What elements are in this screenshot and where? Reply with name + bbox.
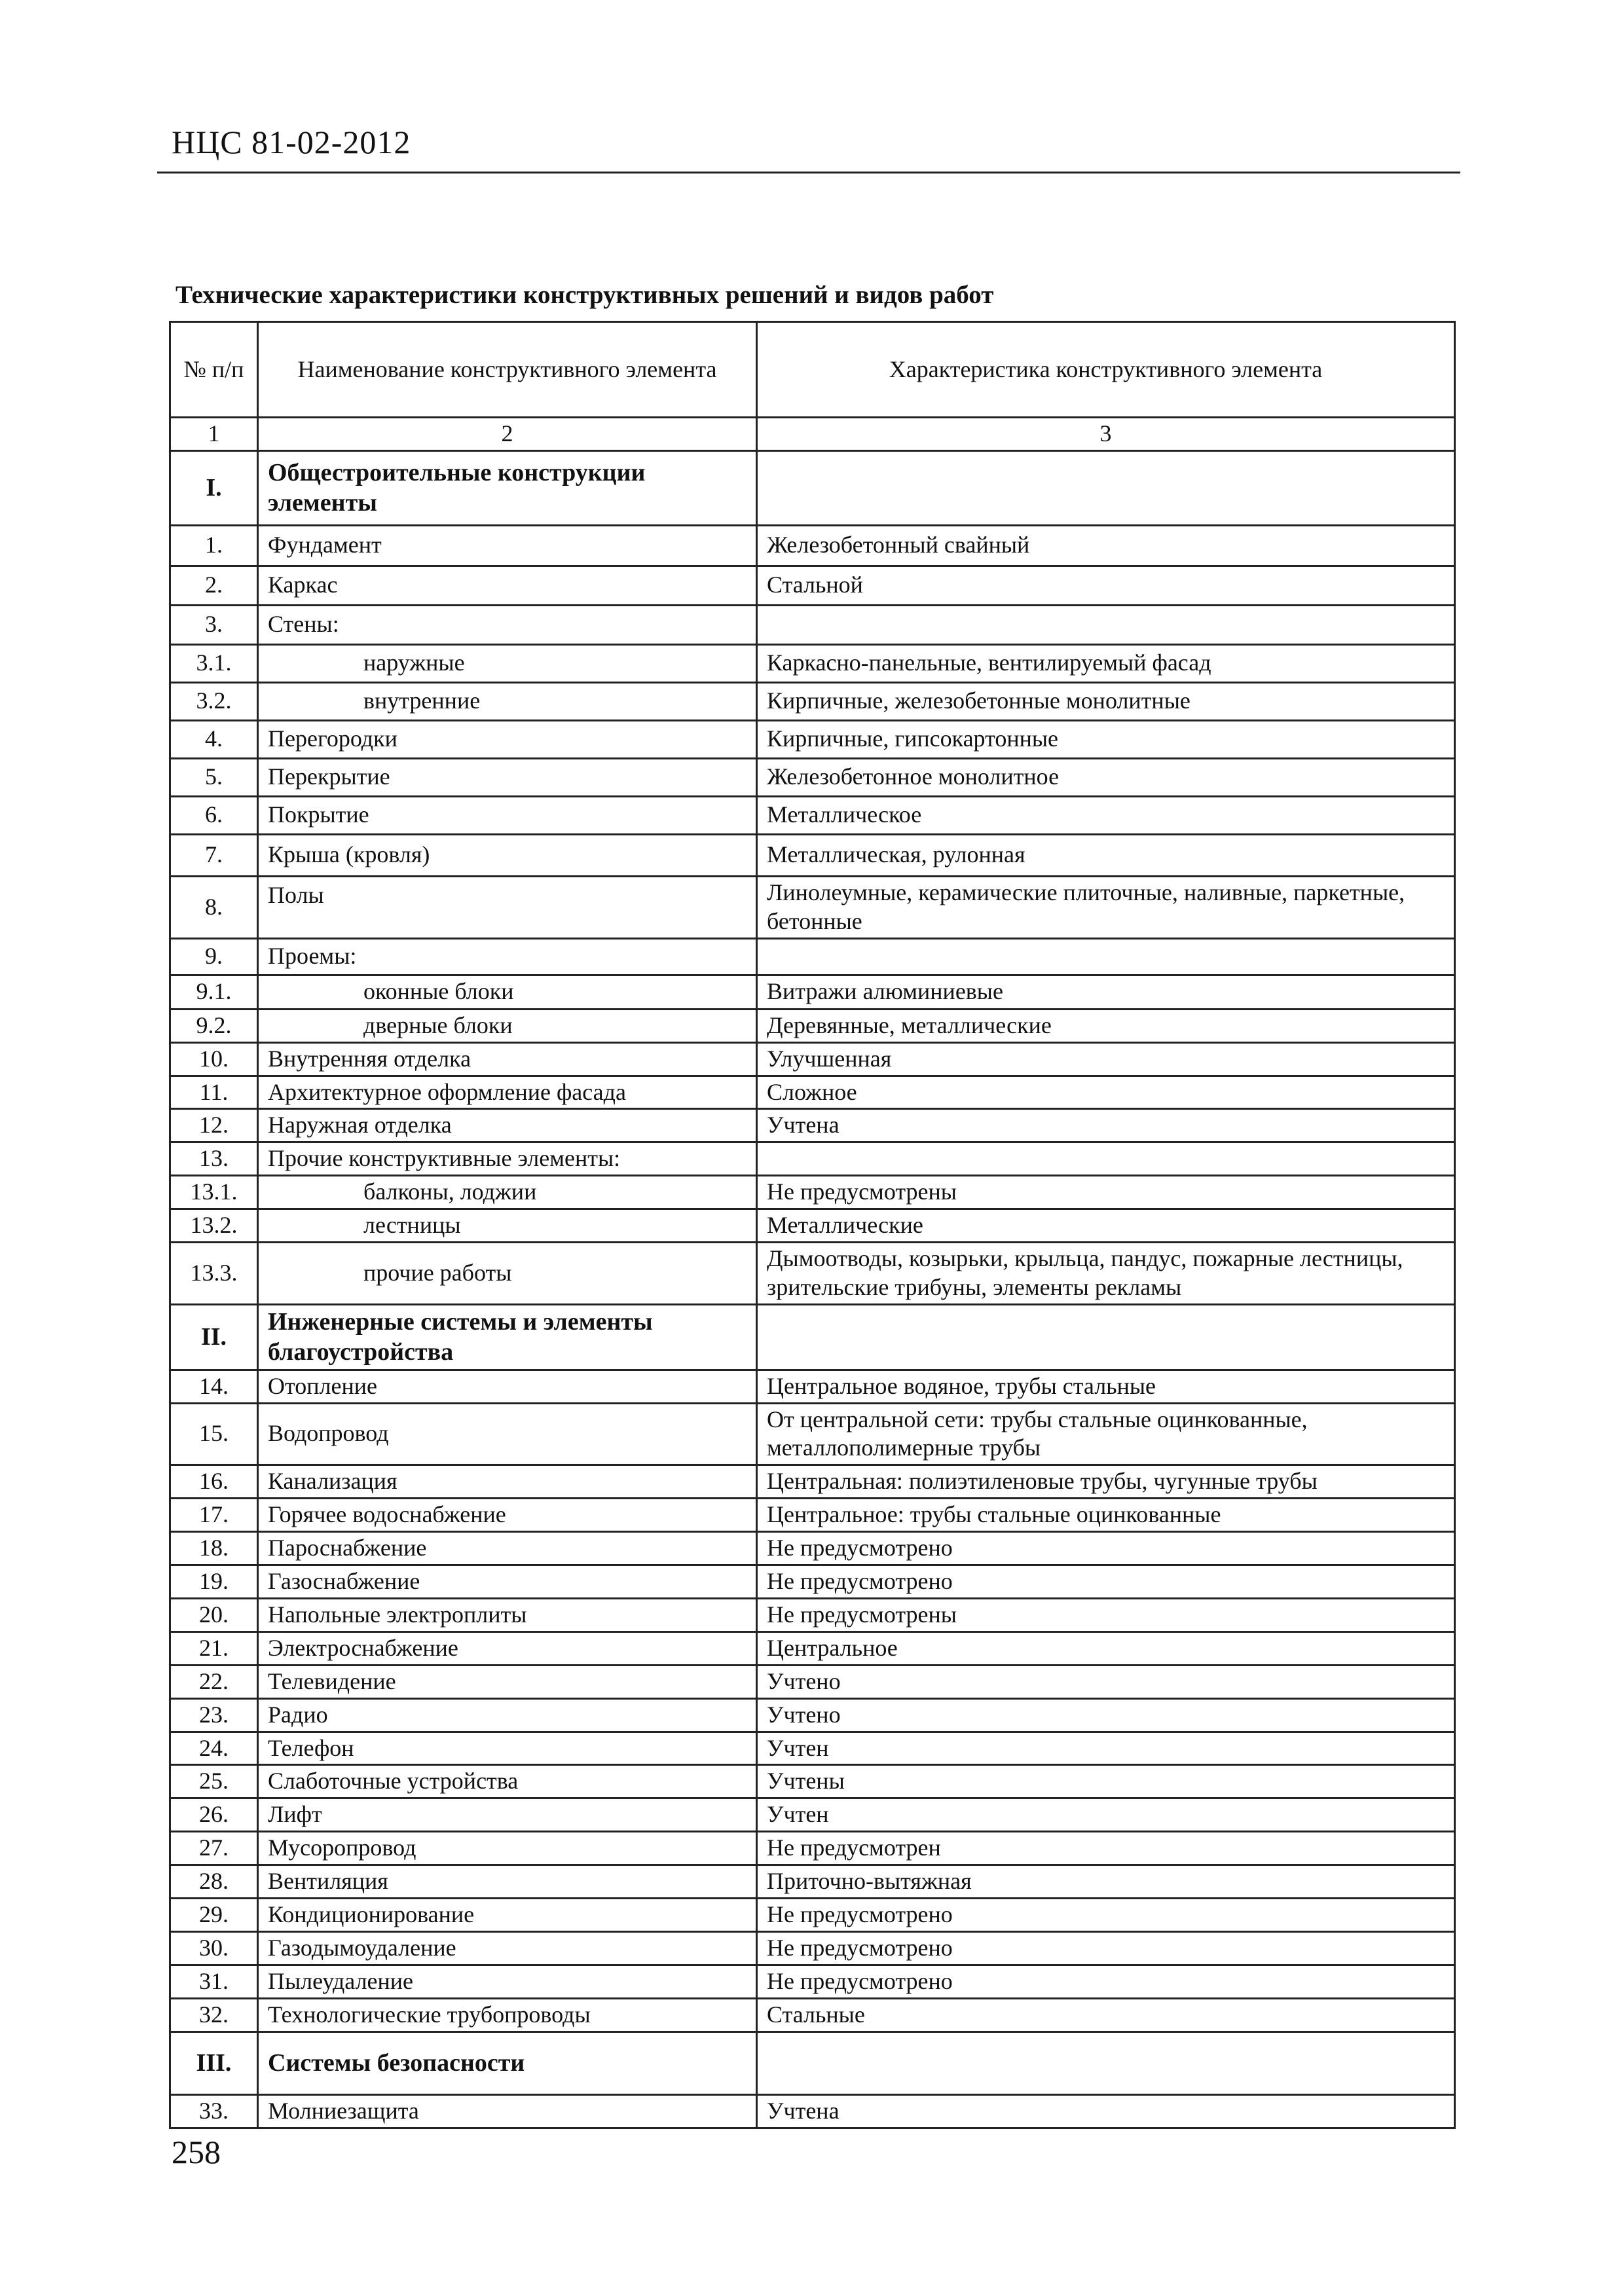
specification-table-body bbox=[170, 322, 1455, 2128]
row-element-name: Инженерные системы и элементы благоустройства bbox=[258, 1304, 757, 1370]
row-number: 3.2. bbox=[170, 682, 258, 720]
table-row bbox=[170, 1403, 1455, 1465]
row-characteristic: Центральное водяное, трубы стальные bbox=[757, 1370, 1455, 1403]
row-number: 7. bbox=[170, 834, 258, 876]
table-row bbox=[170, 1076, 1455, 1109]
row-characteristic: Учтена bbox=[757, 1109, 1455, 1142]
row-characteristic: Не предусмотрено bbox=[757, 1932, 1455, 1965]
row-characteristic: Центральная: полиэтиленовые трубы, чугунные трубы bbox=[757, 1465, 1455, 1499]
row-number: 22. bbox=[170, 1665, 258, 1698]
row-number: 29. bbox=[170, 1899, 258, 1932]
row-element-name: Общестроительные конструкции элементы bbox=[258, 450, 757, 525]
page-number: 258 bbox=[172, 2134, 221, 2170]
table-row bbox=[170, 975, 1455, 1009]
row-number: 30. bbox=[170, 1932, 258, 1965]
row-element-name: Напольные электроплиты bbox=[258, 1598, 757, 1631]
row-characteristic: Учтен bbox=[757, 1798, 1455, 1832]
table-row bbox=[170, 1798, 1455, 1832]
row-number: 26. bbox=[170, 1798, 258, 1832]
row-element-name: Технологические трубопроводы bbox=[258, 1998, 757, 2032]
table-row bbox=[170, 1532, 1455, 1565]
row-characteristic: Линолеумные, керамические плиточные, наливные, паркетные, бетонные bbox=[757, 876, 1455, 938]
row-element-name: Фундамент bbox=[258, 525, 757, 566]
row-characteristic: Стальные bbox=[757, 1998, 1455, 2032]
table-row bbox=[170, 605, 1455, 644]
section-row bbox=[170, 1304, 1455, 1370]
row-number: 5. bbox=[170, 758, 258, 796]
row-number: 25. bbox=[170, 1765, 258, 1798]
row-number: 10. bbox=[170, 1042, 258, 1076]
header-characteristic: Характеристика конструктивного элемента bbox=[757, 322, 1455, 418]
row-number: 12. bbox=[170, 1109, 258, 1142]
row-characteristic: Металлические bbox=[757, 1209, 1455, 1243]
table-row bbox=[170, 1176, 1455, 1209]
table-row bbox=[170, 1765, 1455, 1798]
row-number: 8. bbox=[170, 876, 258, 938]
table-row bbox=[170, 1698, 1455, 1732]
row-characteristic: Центральное: трубы стальные оцинкованные bbox=[757, 1499, 1455, 1532]
section-row bbox=[170, 2032, 1455, 2094]
row-number: 3. bbox=[170, 605, 258, 644]
row-element-name: Лифт bbox=[258, 1798, 757, 1832]
row-element-name: Горячее водоснабжение bbox=[258, 1499, 757, 1532]
table-row bbox=[170, 758, 1455, 796]
row-element-name: Телефон bbox=[258, 1732, 757, 1765]
row-characteristic: От центральной сети: трубы стальные оцинкованные, металлополимерные трубы bbox=[757, 1403, 1455, 1465]
row-characteristic: Деревянные, металлические bbox=[757, 1009, 1455, 1042]
row-number: 20. bbox=[170, 1598, 258, 1631]
row-element-name: наружные bbox=[258, 644, 757, 682]
column-number-2: 2 bbox=[258, 418, 757, 451]
row-element-name: Проемы: bbox=[258, 938, 757, 975]
row-number: 16. bbox=[170, 1465, 258, 1499]
column-number-1: 1 bbox=[170, 418, 258, 451]
row-characteristic: Учтено bbox=[757, 1665, 1455, 1698]
table-row bbox=[170, 1598, 1455, 1631]
table-row bbox=[170, 1932, 1455, 1965]
row-characteristic: Металлическое bbox=[757, 796, 1455, 834]
row-number: 27. bbox=[170, 1832, 258, 1865]
row-number: 4. bbox=[170, 720, 258, 758]
table-row bbox=[170, 876, 1455, 938]
row-number: 31. bbox=[170, 1965, 258, 1998]
row-characteristic: Не предусмотрены bbox=[757, 1176, 1455, 1209]
table-row bbox=[170, 682, 1455, 720]
column-number-row bbox=[170, 418, 1455, 451]
row-characteristic: Кирпичные, железобетонные монолитные bbox=[757, 682, 1455, 720]
row-element-name: Архитектурное оформление фасада bbox=[258, 1076, 757, 1109]
row-element-name: балконы, лоджии bbox=[258, 1176, 757, 1209]
row-number: 13. bbox=[170, 1142, 258, 1176]
table-row bbox=[170, 1865, 1455, 1899]
table-row bbox=[170, 1465, 1455, 1499]
header-num: № п/п bbox=[170, 322, 258, 418]
table-row bbox=[170, 938, 1455, 975]
row-number: 18. bbox=[170, 1532, 258, 1565]
row-number: 14. bbox=[170, 1370, 258, 1403]
column-number-3: 3 bbox=[757, 418, 1455, 451]
table-row bbox=[170, 1499, 1455, 1532]
row-number: III. bbox=[170, 2032, 258, 2094]
row-number: II. bbox=[170, 1304, 258, 1370]
row-element-name: лестницы bbox=[258, 1209, 757, 1243]
row-number: 9.2. bbox=[170, 1009, 258, 1042]
table-row bbox=[170, 1243, 1455, 1305]
row-characteristic: Не предусмотрено bbox=[757, 1899, 1455, 1932]
row-element-name: Радио bbox=[258, 1698, 757, 1732]
row-element-name: Электроснабжение bbox=[258, 1631, 757, 1665]
row-element-name: Отопление bbox=[258, 1370, 757, 1403]
row-element-name: Прочие конструктивные элементы: bbox=[258, 1142, 757, 1176]
row-element-name: Пароснабжение bbox=[258, 1532, 757, 1565]
row-number: I. bbox=[170, 450, 258, 525]
row-number: 17. bbox=[170, 1499, 258, 1532]
row-number: 2. bbox=[170, 566, 258, 605]
table-row bbox=[170, 1998, 1455, 2032]
row-element-name: Стены: bbox=[258, 605, 757, 644]
table-row bbox=[170, 796, 1455, 834]
row-characteristic: Приточно-вытяжная bbox=[757, 1865, 1455, 1899]
row-element-name: Крыша (кровля) bbox=[258, 834, 757, 876]
row-characteristic: Каркасно-панельные, вентилируемый фасад bbox=[757, 644, 1455, 682]
table-row bbox=[170, 1832, 1455, 1865]
row-number: 13.3. bbox=[170, 1243, 258, 1305]
row-number: 1. bbox=[170, 525, 258, 566]
row-element-name: дверные блоки bbox=[258, 1009, 757, 1042]
row-element-name: прочие работы bbox=[258, 1243, 757, 1305]
table-row bbox=[170, 1142, 1455, 1176]
row-characteristic: Не предусмотрено bbox=[757, 1965, 1455, 1998]
row-number: 11. bbox=[170, 1076, 258, 1109]
row-element-name: Кондиционирование bbox=[258, 1899, 757, 1932]
row-characteristic: Металлическая, рулонная bbox=[757, 834, 1455, 876]
row-element-name: Вентиляция bbox=[258, 1865, 757, 1899]
row-element-name: оконные блоки bbox=[258, 975, 757, 1009]
row-characteristic: Улучшенная bbox=[757, 1042, 1455, 1076]
row-characteristic: Стальной bbox=[757, 566, 1455, 605]
row-element-name: Канализация bbox=[258, 1465, 757, 1499]
table-row bbox=[170, 1965, 1455, 1998]
row-characteristic bbox=[757, 450, 1455, 525]
table-row bbox=[170, 2094, 1455, 2128]
row-characteristic: Учтены bbox=[757, 1765, 1455, 1798]
row-element-name: Покрытие bbox=[258, 796, 757, 834]
table-row bbox=[170, 1370, 1455, 1403]
row-characteristic bbox=[757, 605, 1455, 644]
row-characteristic: Не предусмотрено bbox=[757, 1565, 1455, 1599]
document-code: НЦС 81-02-2012 bbox=[172, 124, 411, 160]
row-number: 3.1. bbox=[170, 644, 258, 682]
row-element-name: Перегородки bbox=[258, 720, 757, 758]
row-characteristic: Не предусмотрено bbox=[757, 1532, 1455, 1565]
table-row bbox=[170, 566, 1455, 605]
header-name: Наименование конструктивного элемента bbox=[258, 322, 757, 418]
row-characteristic bbox=[757, 2032, 1455, 2094]
section-title: Технические характеристики конструктивных решений и видов работ bbox=[175, 281, 994, 309]
row-element-name: Пылеудаление bbox=[258, 1965, 757, 1998]
row-characteristic: Кирпичные, гипсокартонные bbox=[757, 720, 1455, 758]
table-row bbox=[170, 1209, 1455, 1243]
row-number: 32. bbox=[170, 1998, 258, 2032]
row-number: 24. bbox=[170, 1732, 258, 1765]
row-number: 13.1. bbox=[170, 1176, 258, 1209]
table-row bbox=[170, 525, 1455, 566]
row-element-name: Полы bbox=[258, 876, 757, 938]
table-row bbox=[170, 834, 1455, 876]
row-element-name: Перекрытие bbox=[258, 758, 757, 796]
row-characteristic: Учтен bbox=[757, 1732, 1455, 1765]
row-characteristic: Не предусмотрены bbox=[757, 1598, 1455, 1631]
table-row bbox=[170, 1732, 1455, 1765]
table-header-row bbox=[170, 322, 1455, 418]
table-row bbox=[170, 1009, 1455, 1042]
table-row bbox=[170, 1042, 1455, 1076]
row-characteristic bbox=[757, 1142, 1455, 1176]
row-number: 28. bbox=[170, 1865, 258, 1899]
row-number: 21. bbox=[170, 1631, 258, 1665]
row-characteristic: Дымоотводы, козырьки, крыльца, пандус, пожарные лестницы, зрительские трибуны, элементы рекламы bbox=[757, 1243, 1455, 1305]
row-characteristic: Учтено bbox=[757, 1698, 1455, 1732]
table-row bbox=[170, 1109, 1455, 1142]
section-row bbox=[170, 450, 1455, 525]
table-row bbox=[170, 1631, 1455, 1665]
row-characteristic: Железобетонный свайный bbox=[757, 525, 1455, 566]
row-number: 33. bbox=[170, 2094, 258, 2128]
row-element-name: Слаботочные устройства bbox=[258, 1765, 757, 1798]
row-number: 6. bbox=[170, 796, 258, 834]
table-row bbox=[170, 1665, 1455, 1698]
row-number: 9.1. bbox=[170, 975, 258, 1009]
row-element-name: Мусоропровод bbox=[258, 1832, 757, 1865]
table-row bbox=[170, 720, 1455, 758]
table-row bbox=[170, 1899, 1455, 1932]
table-row bbox=[170, 1565, 1455, 1599]
row-element-name: Водопровод bbox=[258, 1403, 757, 1465]
row-characteristic bbox=[757, 1304, 1455, 1370]
row-number: 15. bbox=[170, 1403, 258, 1465]
row-element-name: внутренние bbox=[258, 682, 757, 720]
header-rule bbox=[157, 172, 1460, 173]
table-row bbox=[170, 644, 1455, 682]
row-element-name: Системы безопасности bbox=[258, 2032, 757, 2094]
row-characteristic: Центральное bbox=[757, 1631, 1455, 1665]
row-element-name: Каркас bbox=[258, 566, 757, 605]
row-characteristic: Не предусмотрен bbox=[757, 1832, 1455, 1865]
row-number: 23. bbox=[170, 1698, 258, 1732]
row-characteristic: Учтена bbox=[757, 2094, 1455, 2128]
specification-table bbox=[169, 321, 1456, 2129]
row-number: 13.2. bbox=[170, 1209, 258, 1243]
row-characteristic: Витражи алюминиевые bbox=[757, 975, 1455, 1009]
row-element-name: Газодымоудаление bbox=[258, 1932, 757, 1965]
row-characteristic bbox=[757, 938, 1455, 975]
row-element-name: Молниезащита bbox=[258, 2094, 757, 2128]
row-number: 19. bbox=[170, 1565, 258, 1599]
row-characteristic: Железобетонное монолитное bbox=[757, 758, 1455, 796]
row-characteristic: Сложное bbox=[757, 1076, 1455, 1109]
row-element-name: Телевидение bbox=[258, 1665, 757, 1698]
row-element-name: Газоснабжение bbox=[258, 1565, 757, 1599]
row-number: 9. bbox=[170, 938, 258, 975]
row-element-name: Наружная отделка bbox=[258, 1109, 757, 1142]
row-element-name: Внутренняя отделка bbox=[258, 1042, 757, 1076]
